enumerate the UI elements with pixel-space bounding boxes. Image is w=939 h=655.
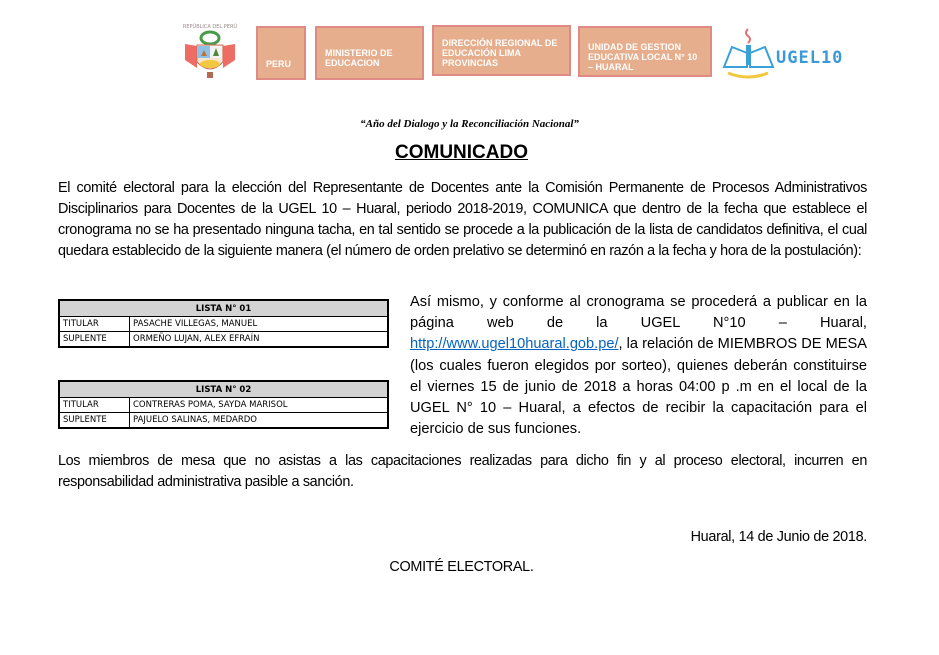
sanction-paragraph: Los miembros de mesa que no asistas a las capacitaciones realizadas para dicho fin y al proceso electoral, incurren en responsabilidad administrativa pasible a sanción. bbox=[58, 453, 867, 490]
publication-text-before-link: Así mismo, y conforme al cronograma se procederá a publicar en la página web de la UGEL N°10 – Huaral, bbox=[410, 294, 867, 332]
role-cell: TITULAR bbox=[59, 398, 130, 413]
role-cell: TITULAR bbox=[59, 317, 130, 332]
year-motto: “Año del Dialogo y la Reconciliación Nacional” bbox=[360, 118, 579, 130]
signature: COMITÉ ELECTORAL. bbox=[389, 559, 534, 575]
peru-coat-of-arms-logo bbox=[177, 20, 243, 82]
list-title: LISTA N° 02 bbox=[59, 381, 388, 398]
header-box-peru bbox=[256, 26, 306, 80]
ugel-website-link[interactable]: http://www.ugel10huaral.gob.pe/ bbox=[410, 336, 619, 353]
table-row bbox=[59, 413, 388, 429]
publication-paragraph bbox=[410, 292, 867, 440]
table-row bbox=[59, 332, 388, 348]
ugel10-logo bbox=[720, 25, 850, 80]
candidate-name-cell: ORMEÑO LUJAN, ALEX EFRAÍN bbox=[130, 332, 389, 348]
header-box-ugel bbox=[578, 26, 712, 77]
candidate-name-cell: PAJUELO SALINAS, MEDARDO bbox=[130, 413, 389, 429]
header-box-label: MINISTERIO DE EDUCACION bbox=[325, 48, 393, 68]
crest-caption: REPÚBLICA DEL PERÚ bbox=[182, 24, 238, 30]
header-box-ministerio bbox=[315, 26, 424, 80]
list-title: LISTA N° 01 bbox=[59, 300, 388, 317]
candidate-name-cell: PASACHE VILLEGAS, MANUEL bbox=[130, 317, 389, 332]
role-cell: SUPLENTE bbox=[59, 413, 130, 429]
header-box-label: PERU bbox=[266, 59, 292, 69]
table-row bbox=[59, 317, 388, 332]
ugel-logo-text: UGEL10 bbox=[776, 48, 844, 68]
candidate-list-table bbox=[58, 299, 389, 348]
header-box-label: UNIDAD DE GESTION EDUCATIVA LOCAL N° 10 – HUARAL bbox=[588, 41, 698, 72]
header-box-label: DIRECCIÓN REGIONAL DE EDUCACIÓN LIMA PROVINCIAS bbox=[442, 38, 558, 68]
intro-paragraph: El comité electoral para la elección del Representante de Docentes ante la Comisión Permanente de Procesos Administrativos Disciplinarios para Docentes de la UGEL 10 – Huaral, periodo 2018-2019, COMUNICA que dentro de la fecha que establece el cronograma no se ha presentado ninguna tacha, en tal sentido se procede a la publicación de la lista de candidatos definitiva, el cual quedara establecido de la siguiente manera (el número de orden prelativo se determinó en razón a la fecha y hora de la postulación): bbox=[58, 180, 867, 259]
table-row bbox=[59, 398, 388, 413]
role-cell: SUPLENTE bbox=[59, 332, 130, 348]
date-line: Huaral, 14 de Junio de 2018. bbox=[690, 529, 867, 545]
publication-text-after-link: , la relación de MIEMBROS DE MESA (los cuales fueron elegidos por sorteo), quienes deberán constituirse el viernes 15 de junio de 2018 a horas 04:00 p .m en el local de la UGEL N° 10 – Huaral, a efectos de recibir la capacitación para el ejercicio de sus funciones. bbox=[410, 336, 867, 438]
header-box-direccion-regional bbox=[432, 25, 571, 76]
candidate-name-cell: CONTRERAS POMA, SAYDA MARISOL bbox=[130, 398, 389, 413]
document-title: COMUNICADO bbox=[395, 142, 528, 163]
candidate-list-table bbox=[58, 380, 389, 429]
